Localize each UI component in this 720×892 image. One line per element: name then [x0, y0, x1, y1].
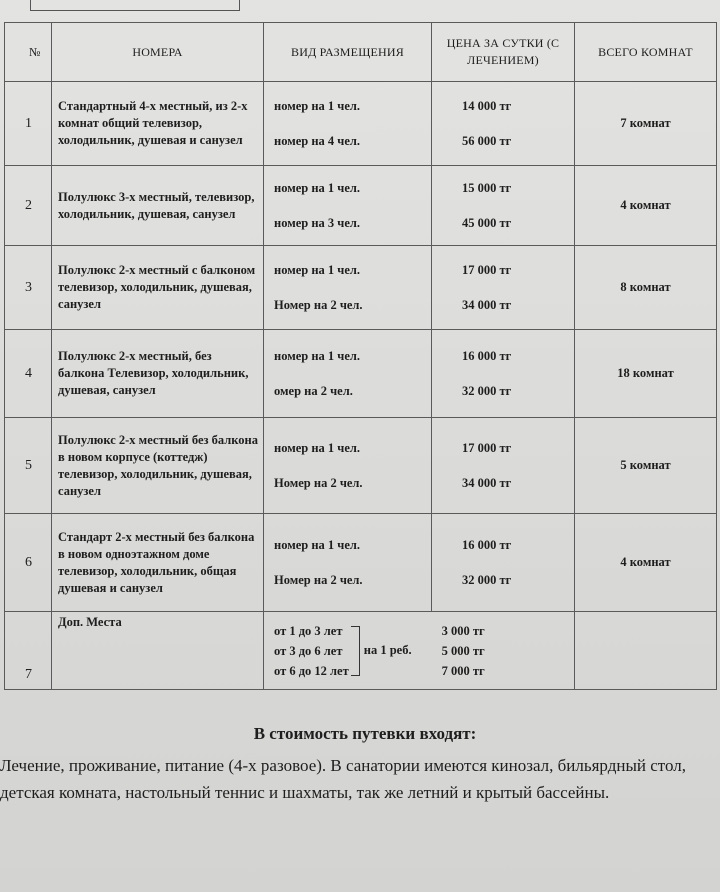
placement-full: Номер на 2 чел. — [274, 475, 363, 490]
room-description: Стандарт 2-х местный без балкона в новом одноэтажном доме телевизор, холодильник, общая душевая и санузел — [52, 514, 264, 612]
row-number: 4 — [5, 330, 52, 418]
age-range: от 1 до 3 лет — [274, 623, 343, 638]
extra-price: 7 000 тг — [441, 663, 485, 678]
table-row — [5, 514, 717, 612]
row-number: 6 — [5, 514, 52, 612]
placement-full: омер на 2 чел. — [274, 383, 353, 398]
extra-beds-row — [5, 612, 717, 690]
age-range: от 3 до 6 лет — [274, 643, 343, 658]
age-range: от 6 до 12 лет — [274, 663, 349, 678]
placement-full: номер на 3 чел. — [274, 215, 361, 230]
row-number: 7 — [5, 612, 52, 690]
table-row — [5, 418, 717, 514]
table-row — [5, 330, 717, 418]
room-description: Полулюкс 2-х местный без балкона в новом корпусе (коттедж) телевизор, холодильник, душевая, санузел — [52, 418, 264, 514]
extra-beds-label: Доп. Места — [52, 612, 264, 690]
brace-icon — [351, 626, 360, 676]
room-description: Стандартный 4-х местный, из 2-х комнат общий телевизор, холодильник, душевая и санузел — [52, 82, 264, 166]
price-full: 32 000 тг — [462, 383, 512, 398]
price-single: 16 000 тг — [462, 348, 512, 363]
placement-single: номер на 1 чел. — [274, 537, 361, 552]
rooms-total: 7 комнат — [575, 82, 717, 166]
price-full: 34 000 тг — [462, 475, 512, 490]
included-text: Лечение, проживание, питание (4-х разовое). В санатории имеются кинозал, бильярдный стол, детская комната, настольный теннис и шахматы, так же летний и крытый бассейны. — [0, 756, 686, 802]
room-description: Полулюкс 3-х местный, телевизор, холодильник, душевая, санузел — [52, 166, 264, 246]
top-frame — [30, 0, 240, 11]
price-full: 56 000 тг — [462, 133, 512, 148]
row-number: 1 — [5, 82, 52, 166]
placement-full: Номер на 2 чел. — [274, 572, 363, 587]
room-description: Полулюкс 2-х местный с балконом телевизор, холодильник, душевая, санузел — [52, 246, 264, 330]
placement-single: номер на 1 чел. — [274, 348, 361, 363]
price-table — [4, 22, 717, 690]
placement-single: номер на 1 чел. — [274, 262, 361, 277]
row-number: 5 — [5, 418, 52, 514]
placement-single: номер на 1 чел. — [274, 440, 361, 455]
per-child-label: на 1 реб. — [363, 643, 412, 657]
rooms-total: 4 комнат — [575, 514, 717, 612]
price-single: 17 000 тг — [462, 440, 512, 455]
header-placement: ВИД РАЗМЕЩЕНИЯ — [264, 23, 432, 82]
price-full: 45 000 тг — [462, 215, 512, 230]
header-row — [5, 23, 717, 82]
rooms-total: 4 комнат — [575, 166, 717, 246]
price-full: 34 000 тг — [462, 297, 512, 312]
placement-full: номер на 4 чел. — [274, 133, 361, 148]
price-full: 32 000 тг — [462, 572, 512, 587]
table-row — [5, 246, 717, 330]
extra-price: 3 000 тг — [441, 623, 485, 638]
placement-full: Номер на 2 чел. — [274, 297, 363, 312]
room-description: Полулюкс 2-х местный, без балкона Телевизор, холодильник, душевая, санузел — [52, 330, 264, 418]
table-row — [5, 82, 717, 166]
price-single: 17 000 тг — [462, 262, 512, 277]
row-number: 2 — [5, 166, 52, 246]
extra-price: 5 000 тг — [441, 643, 485, 658]
rooms-total: 8 комнат — [575, 246, 717, 330]
header-rooms: НОМЕРА — [52, 23, 264, 82]
row-number: 3 — [5, 246, 52, 330]
included-title: В стоимость путевки входят: — [253, 724, 477, 743]
empty-cell — [575, 612, 717, 690]
extra-beds-details — [264, 621, 574, 681]
included-section — [0, 724, 720, 806]
table-row — [5, 166, 717, 246]
placement-single: номер на 1 чел. — [274, 180, 361, 195]
placement-single: номер на 1 чел. — [274, 98, 361, 113]
rooms-total: 5 комнат — [575, 418, 717, 514]
price-single: 14 000 тг — [462, 98, 512, 113]
header-num: № — [5, 23, 52, 82]
price-single: 16 000 тг — [462, 537, 512, 552]
rooms-total: 18 комнат — [575, 330, 717, 418]
header-total: ВСЕГО КОМНАТ — [575, 23, 717, 82]
price-single: 15 000 тг — [462, 180, 512, 195]
header-price: ЦЕНА ЗА СУТКИ (С ЛЕЧЕНИЕМ) — [432, 23, 575, 82]
